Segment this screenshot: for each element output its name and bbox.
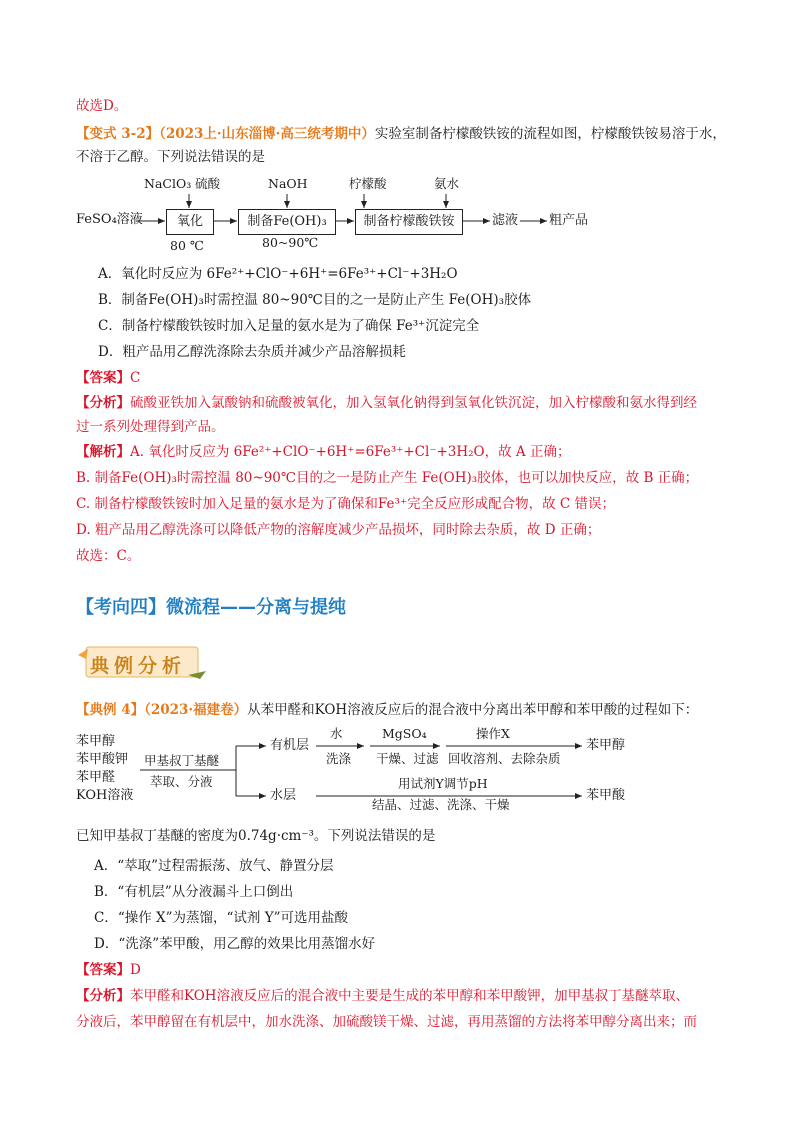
- flow1-box3-reagent-2: 氨水: [434, 176, 460, 191]
- flow2-wash: 洗涤: [326, 751, 352, 766]
- example-option-c: C．“操作 X”为蒸馏，“试剂 Y”可选用盐酸: [94, 910, 349, 926]
- flow2-organic-layer: 有机层: [270, 738, 310, 753]
- flow1-box-citrate: 制备柠檬酸铁铵: [355, 209, 463, 235]
- flow1-box2-temp: 80~90℃: [262, 235, 319, 250]
- example-tag: 【典例 4】: [76, 702, 145, 718]
- density-value: 0.74g·cm⁻³: [238, 828, 314, 844]
- example-stem-text: 从苯甲醛和KOH溶液反应后的混合液中分离出苯甲醇和苯甲酸的过程如下：: [247, 702, 699, 718]
- variant-option-a: A．氧化时反应为 6Fe²⁺+ClO⁻+6H⁺=6Fe³⁺+Cl⁻+3H₂O: [98, 266, 458, 282]
- variant-conclusion: 故选：C。: [76, 548, 141, 564]
- variant-explain-a: 【解析】A. 氧化时反应为 6Fe²⁺+ClO⁻+6H⁺=6Fe³⁺+Cl⁻+3H₂O，故 A 正确；: [76, 444, 571, 460]
- intro-conclusion: 故选D。: [76, 98, 128, 114]
- variant-answer: 【答案】C: [76, 370, 141, 386]
- flow1-box2-reagent: NaOH: [268, 176, 308, 191]
- example-density: 已知甲基叔丁基醚的密度为0.74g·cm⁻³。下列说法错误的是: [76, 828, 436, 844]
- flow2-water: 水: [330, 726, 343, 741]
- variant-analysis-2: 过一系列处理得到产品。: [76, 419, 225, 435]
- variant-stem-1: 实验室制备柠檬酸铁铵的流程如图，柠檬酸铁铵易溶于水，: [374, 126, 726, 142]
- flow1-box1-temp: 80 ℃: [170, 238, 204, 253]
- flow2-extract: 萃取、分液: [150, 774, 213, 789]
- flow1-filtrate: 滤液: [492, 213, 519, 228]
- flow2-reagent-y: 用试剂Y调节pH: [398, 776, 488, 791]
- example-answer: 【答案】D: [76, 962, 141, 978]
- flow2-solvent: 甲基叔丁基醚: [144, 753, 220, 768]
- flow1-box1-reagents: NaClO₃ 硫酸: [144, 176, 221, 191]
- flow2-recover: 回收溶剂、去除杂质: [448, 751, 561, 766]
- variant-explain-d: D. 粗产品用乙醇洗涤可以降低产物的溶解度减少产品损坏，同时除去杂质，故 D 正确；: [76, 522, 601, 538]
- mix-potassium-benzoate: 苯甲酸钾: [76, 752, 129, 767]
- flow1-box-oxidize: 氧化: [166, 209, 214, 235]
- variant-option-b: B．制备Fe(OH)₃时需控温 80~90℃目的之一是防止产生 Fe(OH)₃胶体: [98, 292, 532, 308]
- flow1-start: FeSO₄溶液: [76, 212, 143, 227]
- flow1-box-fe-oh3: 制备Fe(OH)₃: [238, 209, 336, 235]
- variant-tag: 【变式 3-2】: [76, 126, 160, 142]
- variant-option-d: D．粗产品用乙醇洗涤除去杂质并减少产品溶解损耗: [98, 344, 406, 360]
- example-analysis-1: 【分析】苯甲醛和KOH溶液反应后的混合液中主要是生成的苯甲醇和苯甲酸钾，加甲基叔丁基醚萃取、: [76, 988, 690, 1004]
- mix-koh: KOH溶液: [76, 788, 134, 803]
- flow2-op-x: 操作X: [476, 726, 510, 741]
- flow2-benzyl-alcohol: 苯甲醇: [586, 738, 626, 753]
- flow1-box3-reagent-1: 柠檬酸: [349, 176, 387, 191]
- variant-option-c: C．制备柠檬酸铁铵时加入足量的氨水是为了确保 Fe³⁺沉淀完全: [98, 318, 480, 334]
- flow2-aqueous-layer: 水层: [270, 788, 297, 803]
- banner-text: 典例分析: [90, 655, 187, 677]
- flow2-steps: 结晶、过滤、洗涤、干燥: [372, 797, 510, 812]
- example-banner: [76, 645, 208, 681]
- mix-benzyl-alcohol: 苯甲醇: [76, 734, 116, 749]
- flow2-mgso4: MgSO₄: [382, 726, 427, 741]
- example-option-a: A．“萃取”过程需振荡、放气、静置分层: [94, 858, 334, 874]
- variant-stem-line-2: 不溶于乙醇。下列说法错误的是: [76, 149, 265, 165]
- variant-analysis-1: 【分析】硫酸亚铁加入氯酸钠和硫酸被氧化，加入氢氧化钠得到氢氧化铁沉淀，加入柠檬酸和氨水得到经: [76, 395, 697, 411]
- example-source: （2023·福建卷）: [144, 702, 248, 718]
- mix-benzaldehyde: 苯甲醛: [76, 770, 116, 785]
- flow2-arrows: [0, 700, 800, 820]
- flow2-benzoic-acid: 苯甲酸: [586, 788, 626, 803]
- flow1-product: 粗产品: [549, 213, 589, 228]
- example-option-d: D．“洗涤”苯甲酸，用乙醇的效果比用蒸馏水好: [94, 936, 376, 952]
- variant-source: （2023上·山东淄博·高三统考期中）: [159, 126, 375, 142]
- variant-explain-c: C. 制备柠檬酸铁铵时加入足量的氨水是为了确保和Fe³⁺完全反应形成配合物，故 C 错误；: [76, 496, 615, 512]
- section-title: 【考向四】微流程——分离与提纯: [76, 597, 346, 618]
- flow2-dry-filter: 干燥、过滤: [376, 751, 439, 766]
- variant-explain-b: B. 制备Fe(OH)₃时需控温 80~90℃目的之一是防止产生 Fe(OH)₃胶体，也可以加快反应，故 B 正确；: [76, 470, 699, 486]
- example-analysis-2: 分液后，苯甲醇留在有机层中，加水洗涤、加硫酸镁干燥、过滤，再用蒸馏的方法将苯甲醇分离出来；而: [76, 1014, 697, 1030]
- example-option-b: B．“有机层”从分液漏斗上口倒出: [94, 884, 294, 900]
- flow1-arrows: [0, 0, 800, 300]
